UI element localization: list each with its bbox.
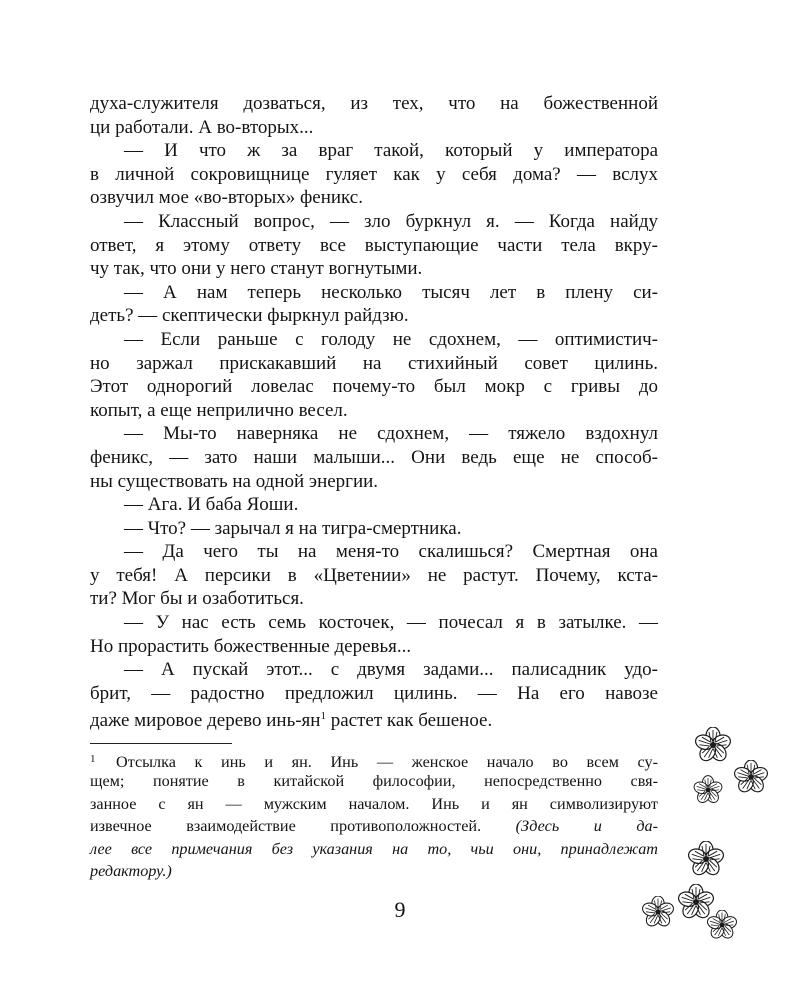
text-line: брит, — радостно предложил цилинь. — На его навозе xyxy=(90,682,658,704)
page-number: 9 xyxy=(394,897,406,922)
text-line: — А пускай этот... с двумя задами... палисадник удо- xyxy=(124,659,658,681)
footnote-line: редактору.) xyxy=(90,861,172,880)
text-line: феникс, — зато наши малыши... Они ведь еще не способ- xyxy=(90,446,658,468)
flower-icon xyxy=(693,727,733,763)
text-line: Этот однорогий ловелас почему-то был мокр с гривы до xyxy=(90,376,658,398)
text-line: деть? — скептически фыркнул райдзю. xyxy=(90,305,409,327)
flower-icon xyxy=(705,910,739,940)
text-line: — Если раньше с голоду не сдохнем, — оптимистич- xyxy=(124,328,658,350)
main-text xyxy=(90,92,658,732)
text-line: — Классный вопрос, — зло буркнул я. — Когда найду xyxy=(124,210,658,232)
text-line-part: даже мировое дерево инь-ян xyxy=(90,710,321,732)
footnote xyxy=(90,748,658,882)
flower-icon xyxy=(686,841,726,877)
footnote-number: 1 xyxy=(90,753,96,765)
footnote-reference: 1 xyxy=(320,710,326,723)
text-line: чу так, что они у него станут вогнутыми. xyxy=(90,258,423,280)
text-line: копыт, а еще неприлично весел. xyxy=(90,399,348,421)
text-line: но заржал прискакавший на стихийный совет цилинь. xyxy=(90,352,658,374)
footnote-divider xyxy=(90,743,232,744)
text-line: в личной сокровищнице гуляет как у себя дома? — вслух xyxy=(90,163,658,185)
text-line: духа-служителя дозваться, из тех, что на божественной xyxy=(90,93,658,114)
text-line: — У нас есть семь косточек, — почесал я в затылке. — xyxy=(124,612,658,634)
text-line xyxy=(90,705,658,732)
text-line: Но прорастить божественные деревья... xyxy=(90,635,412,657)
text-line: — Да чего ты на меня-то скалишься? Смертная она xyxy=(124,541,658,563)
flower-icon xyxy=(732,760,770,794)
footnote-line: щем; понятие в китайской философии, непосредственно свя- xyxy=(90,772,658,791)
text-line: ци работали. А во-вторых... xyxy=(90,116,314,138)
flower-icon xyxy=(640,896,676,928)
text-line: — Что? — зарычал я на тигра-смертника. xyxy=(124,517,462,539)
text-line: — А нам теперь несколько тысяч лет в плену си- xyxy=(124,281,658,303)
text-line: — И что ж за враг такой, который у императора xyxy=(124,140,658,162)
footnote-line: лее все примечания без указания на то, чьи они, принадлежат xyxy=(90,839,658,858)
text-line: ответ, я этому ответу все выступающие части тела вкру- xyxy=(90,234,658,256)
footnote-line: занное с ян — мужским началом. Инь и ян символизируют xyxy=(90,794,658,813)
text-line: озвучил мое «во-вторых» феникс. xyxy=(90,187,363,209)
flower-icon xyxy=(692,775,724,805)
text-line: — Ага. И баба Яоши. xyxy=(124,494,299,516)
text-line: ти? Мог бы и озаботиться. xyxy=(90,588,304,610)
footnote-line xyxy=(90,748,658,770)
footnote-line xyxy=(90,815,658,837)
text-line: — Мы-то наверняка не сдохнем, — тяжело вздохнул xyxy=(124,423,658,445)
footnote-line-text: Отсылка к инь и ян. Инь — женское начало во всем су- xyxy=(116,753,658,771)
text-line-part: растет как бешеное. xyxy=(330,710,493,732)
footnote-italic-note: (Здесь и да- xyxy=(515,817,659,836)
text-line: ны существовать на одной энергии. xyxy=(90,470,379,492)
text-line: у тебя! А персики в «Цветении» не растут. Почему, кста- xyxy=(90,564,658,586)
footnote-line-text: извечное взаимодействие противоположностей. xyxy=(90,817,482,836)
